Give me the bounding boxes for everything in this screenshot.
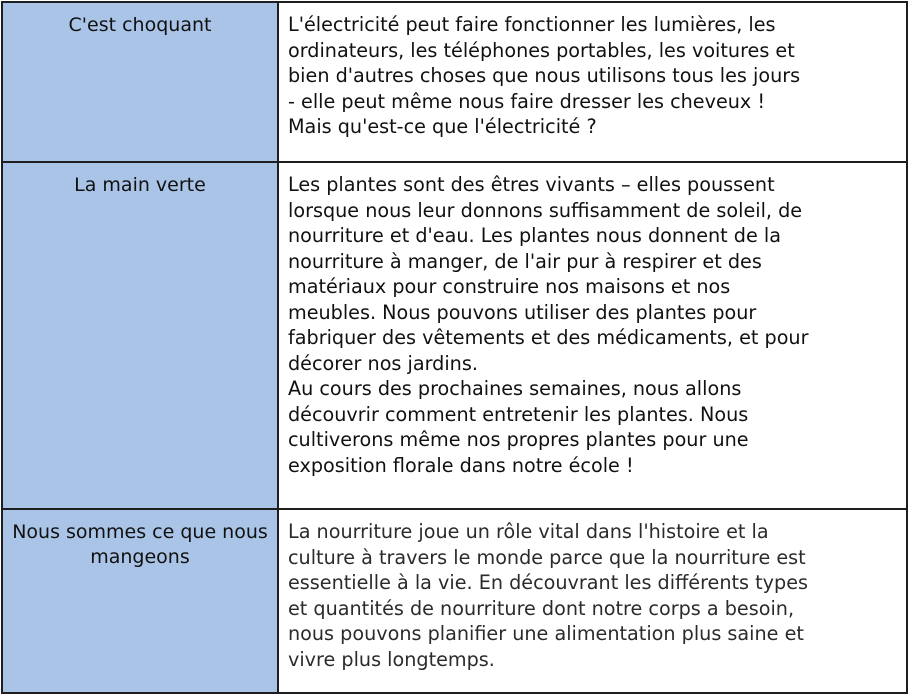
topic-description-cell [278, 2, 907, 162]
topic-title: La main verte [74, 174, 206, 196]
table-row [2, 2, 907, 162]
topic-title-cell [2, 509, 278, 693]
topic-description-cell [278, 162, 907, 509]
table-row [2, 162, 907, 509]
table-row [2, 509, 907, 693]
topic-description: La nourriture joue un rôle vital dans l'histoire et la culture à travers le monde parce que la nourriture est essentielle à la vie. En découvrant les différents types et quantités de nourriture dont notre corps a besoin, nous pouvons planifier une alimentation plus saine et vivre plus longtemps. [288, 520, 809, 671]
topic-title: C'est choquant [68, 14, 212, 36]
topic-title-cell [2, 162, 278, 509]
topic-description: Les plantes sont des êtres vivants – elles poussent lorsque nous leur donnons suffisamment de soleil, de nourriture et d'eau. Les plantes nous donnent de la nourriture à manger, de l'air pur à respirer et des matériaux pour construire nos maisons et nos meubles. Nous pouvons utiliser des plantes pour fabriquer des vêtements et des médicaments, et pour décorer nos jardins. [288, 173, 809, 375]
topic-description: Au cours des prochaines semaines, nous allons découvrir comment entretenir les plantes. Nous cultiverons même nos propres plantes pour une exposition florale dans notre école ! [288, 377, 749, 477]
topic-title: Nous sommes ce que nous mangeons [12, 521, 268, 568]
topic-description: L'électricité peut faire fonctionner les lumières, les ordinateurs, les téléphones portables, les voitures et bien d'autres choses que nous utilisons tous les jours - elle peut même nous faire dresser les cheveux ! Mais qu'est-ce que l'électricité ? [288, 13, 801, 138]
topic-description-cell [278, 509, 907, 693]
topic-title-cell [2, 2, 278, 162]
topics-table [1, 1, 908, 694]
